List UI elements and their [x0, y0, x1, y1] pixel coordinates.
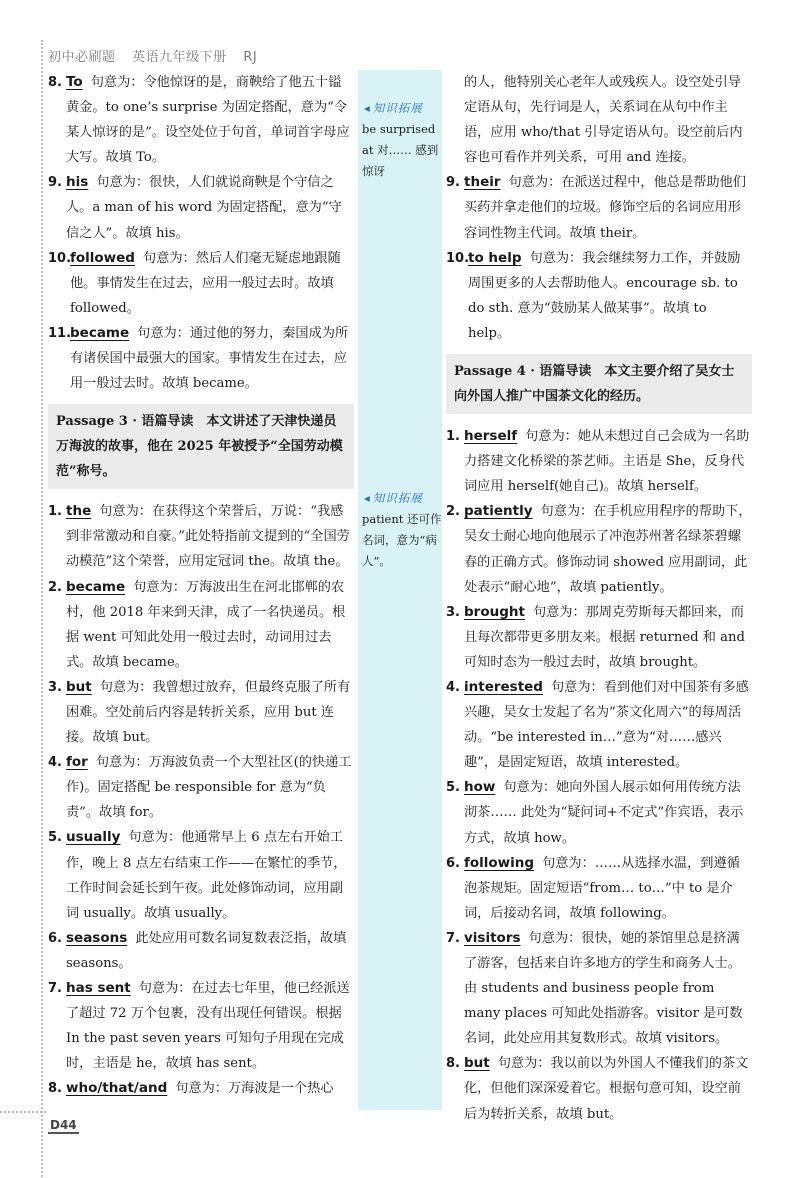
item-text: 的人，他特别关心老年人或残疾人。设空处引导定语从句，先行词是人，关系词在从句中作主语，应用 who/that 引导定语从句。设空前后内容也可看作并列关系，可用 and 连接。 — [464, 75, 743, 166]
item-number: 6. — [446, 855, 460, 871]
passage-3-intro: Passage 3 · 语篇导读 本文讲述了天津快递员万海波的故事，他在 2025 年被授予“全国劳动模范”称号。 — [48, 404, 354, 489]
note-text: be surprised at 对…… 感到惊讶 — [362, 122, 439, 178]
item-answer: visitors — [464, 929, 521, 946]
item-explanation: 句意为：令他惊讶的是，商鞅给了他五十镒黄金。to one’s surprise 为固定搭配，意为“令某人惊讶的是”。设空处位于句首，单词首字母应大写。故填 To。 — [66, 75, 350, 166]
item-number: 5. — [446, 780, 460, 796]
item-answer: became — [70, 324, 130, 341]
answer-item — [48, 170, 354, 245]
item-explanation: 句意为：那周克劳斯每天都回来，而且每次都带更多朋友来。根据 returned 和 and 可知时态为一般过去时，故填 brought。 — [464, 604, 745, 670]
item-number: 6. — [48, 930, 62, 946]
item-number: 8. — [48, 1081, 62, 1097]
item-explanation: 句意为：在派送过程中，他总是帮助他们买药并拿走他们的垃圾。修饰空后的名词应用形容词性物主代词。故填 their。 — [464, 175, 746, 241]
note-tag: ◂ 知识拓展 — [364, 488, 442, 509]
item-explanation: 句意为：她从未想过自己会成为一名助力搭建文化桥梁的茶艺师。主语是 She，反身代词应用 herself(她自己)。故填 herself。 — [464, 429, 750, 495]
answer-item — [48, 926, 354, 976]
item-number: 8. — [446, 1056, 460, 1072]
item-number: 10. — [48, 250, 72, 266]
item-answer: usually — [66, 829, 121, 846]
answer-item — [48, 70, 354, 170]
answer-item — [446, 851, 752, 926]
item-answer: his — [66, 174, 89, 191]
item-explanation: 句意为：她向外国人展示如何用传统方法沏茶…… 此处为“疑问词+不定式”作宾语，表示方式，故填 how。 — [464, 780, 744, 846]
margin-dotted-line — [41, 40, 43, 1178]
item-explanation: 句意为：……从选择水温，到遵循泡茶规矩。固定短语“from… to…”中 to 是介词，后接动名词，故填 following。 — [464, 855, 740, 921]
item-explanation: 句意为：他通常早上 6 点左右开始工作，晚上 8 点左右结束工作——在繁忙的季节，工作时间会延长到午夜。此处修饰动词，应用副词 usually。故填 usually。 — [66, 830, 347, 921]
answer-list — [48, 499, 354, 1101]
item-explanation: 句意为：在过去七年里，他已经派送了超过 72 万个包裹，没有出现任何错误。根据 In the past seven years 可知句子用现在完成时，主语是 he，故填 has sent。 — [66, 981, 350, 1072]
item-number: 7. — [446, 930, 460, 946]
item-answer: following — [464, 854, 535, 871]
answer-item — [446, 499, 752, 599]
item-answer: who/that/and — [66, 1080, 168, 1097]
answer-item — [446, 1051, 752, 1126]
passage-4-intro: Passage 4 · 语篇导读 本文主要介绍了吴女士向外国人推广中国茶文化的经历。 — [446, 354, 752, 414]
item-number: 1. — [48, 504, 62, 520]
item-answer: followed — [70, 249, 135, 266]
answer-item — [48, 750, 354, 825]
answer-item — [446, 246, 752, 346]
item-continuation — [446, 70, 752, 170]
sidebar-note — [362, 98, 442, 182]
item-explanation: 句意为：我以前以为外国人不懂我们的茶文化，但他们深深爱着它。根据句意可知，设空前后为转折关系，故填 but。 — [464, 1056, 749, 1122]
answer-item — [48, 321, 354, 396]
answer-list — [446, 424, 752, 1127]
item-answer: has sent — [66, 980, 131, 996]
item-explanation: 句意为：很快，人们就说商鞅是个守信之人。a man of his word 为固定搭配，意为“守信之人”。故填 his。 — [66, 175, 342, 241]
item-answer: seasons — [66, 929, 128, 946]
right-column — [446, 70, 752, 1127]
item-answer: brought — [464, 603, 525, 620]
header-subject: 英语九年级下册 — [132, 50, 227, 65]
item-explanation: 句意为：然后人们毫无疑虑地跟随他。事情发生在过去，应用一般过去时。故填 followed。 — [70, 250, 341, 316]
item-explanation: 句意为：看到他们对中国茶有多感兴趣，吴女士发起了名为“茶文化周六”的每周活动。“be interested in…”意为“对……感兴趣”，是固定短语，故填 interested。 — [464, 679, 749, 771]
header-edition: RJ — [243, 50, 258, 65]
item-answer: To — [66, 74, 83, 90]
item-explanation: 句意为：万海波是一个热心 — [175, 1081, 334, 1097]
item-answer: herself — [464, 428, 518, 445]
item-explanation: 此处应用可数名词复数表泛指，故填 seasons。 — [66, 930, 347, 971]
item-explanation: 句意为：万海波出生在河北邯郸的农村，他 2018 年来到天津，成了一名快递员。根据 went 可知此处用一般过去时，动词用过去式。故填 became。 — [66, 579, 346, 670]
answer-list — [446, 170, 752, 346]
answer-item — [48, 825, 354, 925]
margin-dotted-line-bottom — [0, 1111, 46, 1113]
item-number: 11. — [48, 325, 72, 341]
answer-item — [48, 499, 354, 574]
item-number: 4. — [48, 755, 62, 771]
item-number: 9. — [48, 175, 62, 191]
item-number: 2. — [48, 579, 62, 595]
item-number: 8. — [48, 75, 62, 90]
header-series: 初中必刷题 — [48, 50, 116, 65]
item-explanation: 句意为：我曾想过放弃，但最终克服了所有困难。空处前后内容是转折关系，应用 but 连接。故填 but。 — [66, 679, 351, 746]
item-explanation: 句意为：在获得这个荣誉后，万说：“我感到非常激动和自豪。”此处特指前文提到的“全国劳动模范”这个荣誉，应用定冠词 the。故填 the。 — [66, 504, 350, 570]
item-answer: their — [464, 174, 501, 191]
answer-list — [48, 70, 354, 396]
item-number: 3. — [48, 679, 62, 695]
item-number: 5. — [48, 830, 62, 846]
item-number: 3. — [446, 604, 460, 620]
answer-item — [446, 600, 752, 675]
item-answer: patiently — [464, 503, 533, 520]
item-answer: became — [66, 578, 126, 595]
answer-item — [48, 246, 354, 321]
item-number: 4. — [446, 679, 460, 695]
item-answer: but — [66, 678, 92, 695]
answer-item — [446, 170, 752, 245]
page-number: D44 — [50, 1118, 77, 1132]
page-header — [48, 46, 269, 65]
item-answer: to help — [468, 249, 522, 266]
answer-item — [446, 424, 752, 499]
item-answer: how — [464, 779, 496, 796]
item-explanation: 句意为：很快，她的茶馆里总是挤满了游客，包括来自许多地方的学生和商务人士。由 students and business people from many places 可知此处指游客。visitor 是可数名词，此处应用其复数形式。故填 visitors。 — [464, 930, 743, 1047]
item-explanation: 句意为：我会继续努力工作，并鼓励周围更多的人去帮助他人。encourage sb. to do sth. 意为“鼓励某人做某事”。故填 to help。 — [468, 250, 741, 341]
item-answer: interested — [464, 678, 543, 695]
item-number: 2. — [446, 504, 460, 520]
note-tag: ◂ 知识拓展 — [364, 98, 442, 119]
knowledge-sidebar — [358, 70, 442, 1110]
answer-item — [48, 976, 354, 1076]
item-explanation: 句意为：万海波负责一个大型社区(的快递工作)。固定搭配 be responsible for 意为“负责”。故填 for。 — [66, 755, 352, 821]
answer-item — [48, 1076, 354, 1101]
item-explanation: 句意为：在手机应用程序的帮助下，吴女士耐心地向他展示了冲泡苏州著名绿茶碧螺春的正确方式。修饰动词 showed 应用副词，此处表示“耐心地”，故填 patiently。 — [464, 504, 752, 595]
item-number: 7. — [48, 981, 62, 996]
answer-item — [446, 926, 752, 1051]
answer-item — [48, 575, 354, 675]
answer-item — [446, 775, 752, 850]
note-text: patient 还可作名词，意为“病人”。 — [362, 512, 442, 568]
left-column — [48, 70, 354, 1101]
answer-item — [48, 675, 354, 750]
item-answer: the — [66, 503, 92, 520]
item-answer: for — [66, 754, 88, 771]
answer-item — [446, 675, 752, 775]
item-answer: but — [464, 1055, 490, 1072]
sidebar-note — [362, 488, 442, 572]
item-explanation: 句意为：通过他的努力，秦国成为所有诸侯国中最强大的国家。事情发生在过去，应用一般过去时。故填 became。 — [70, 325, 349, 392]
item-number: 10. — [446, 250, 470, 266]
item-number: 1. — [446, 429, 460, 445]
item-number: 9. — [446, 175, 460, 191]
